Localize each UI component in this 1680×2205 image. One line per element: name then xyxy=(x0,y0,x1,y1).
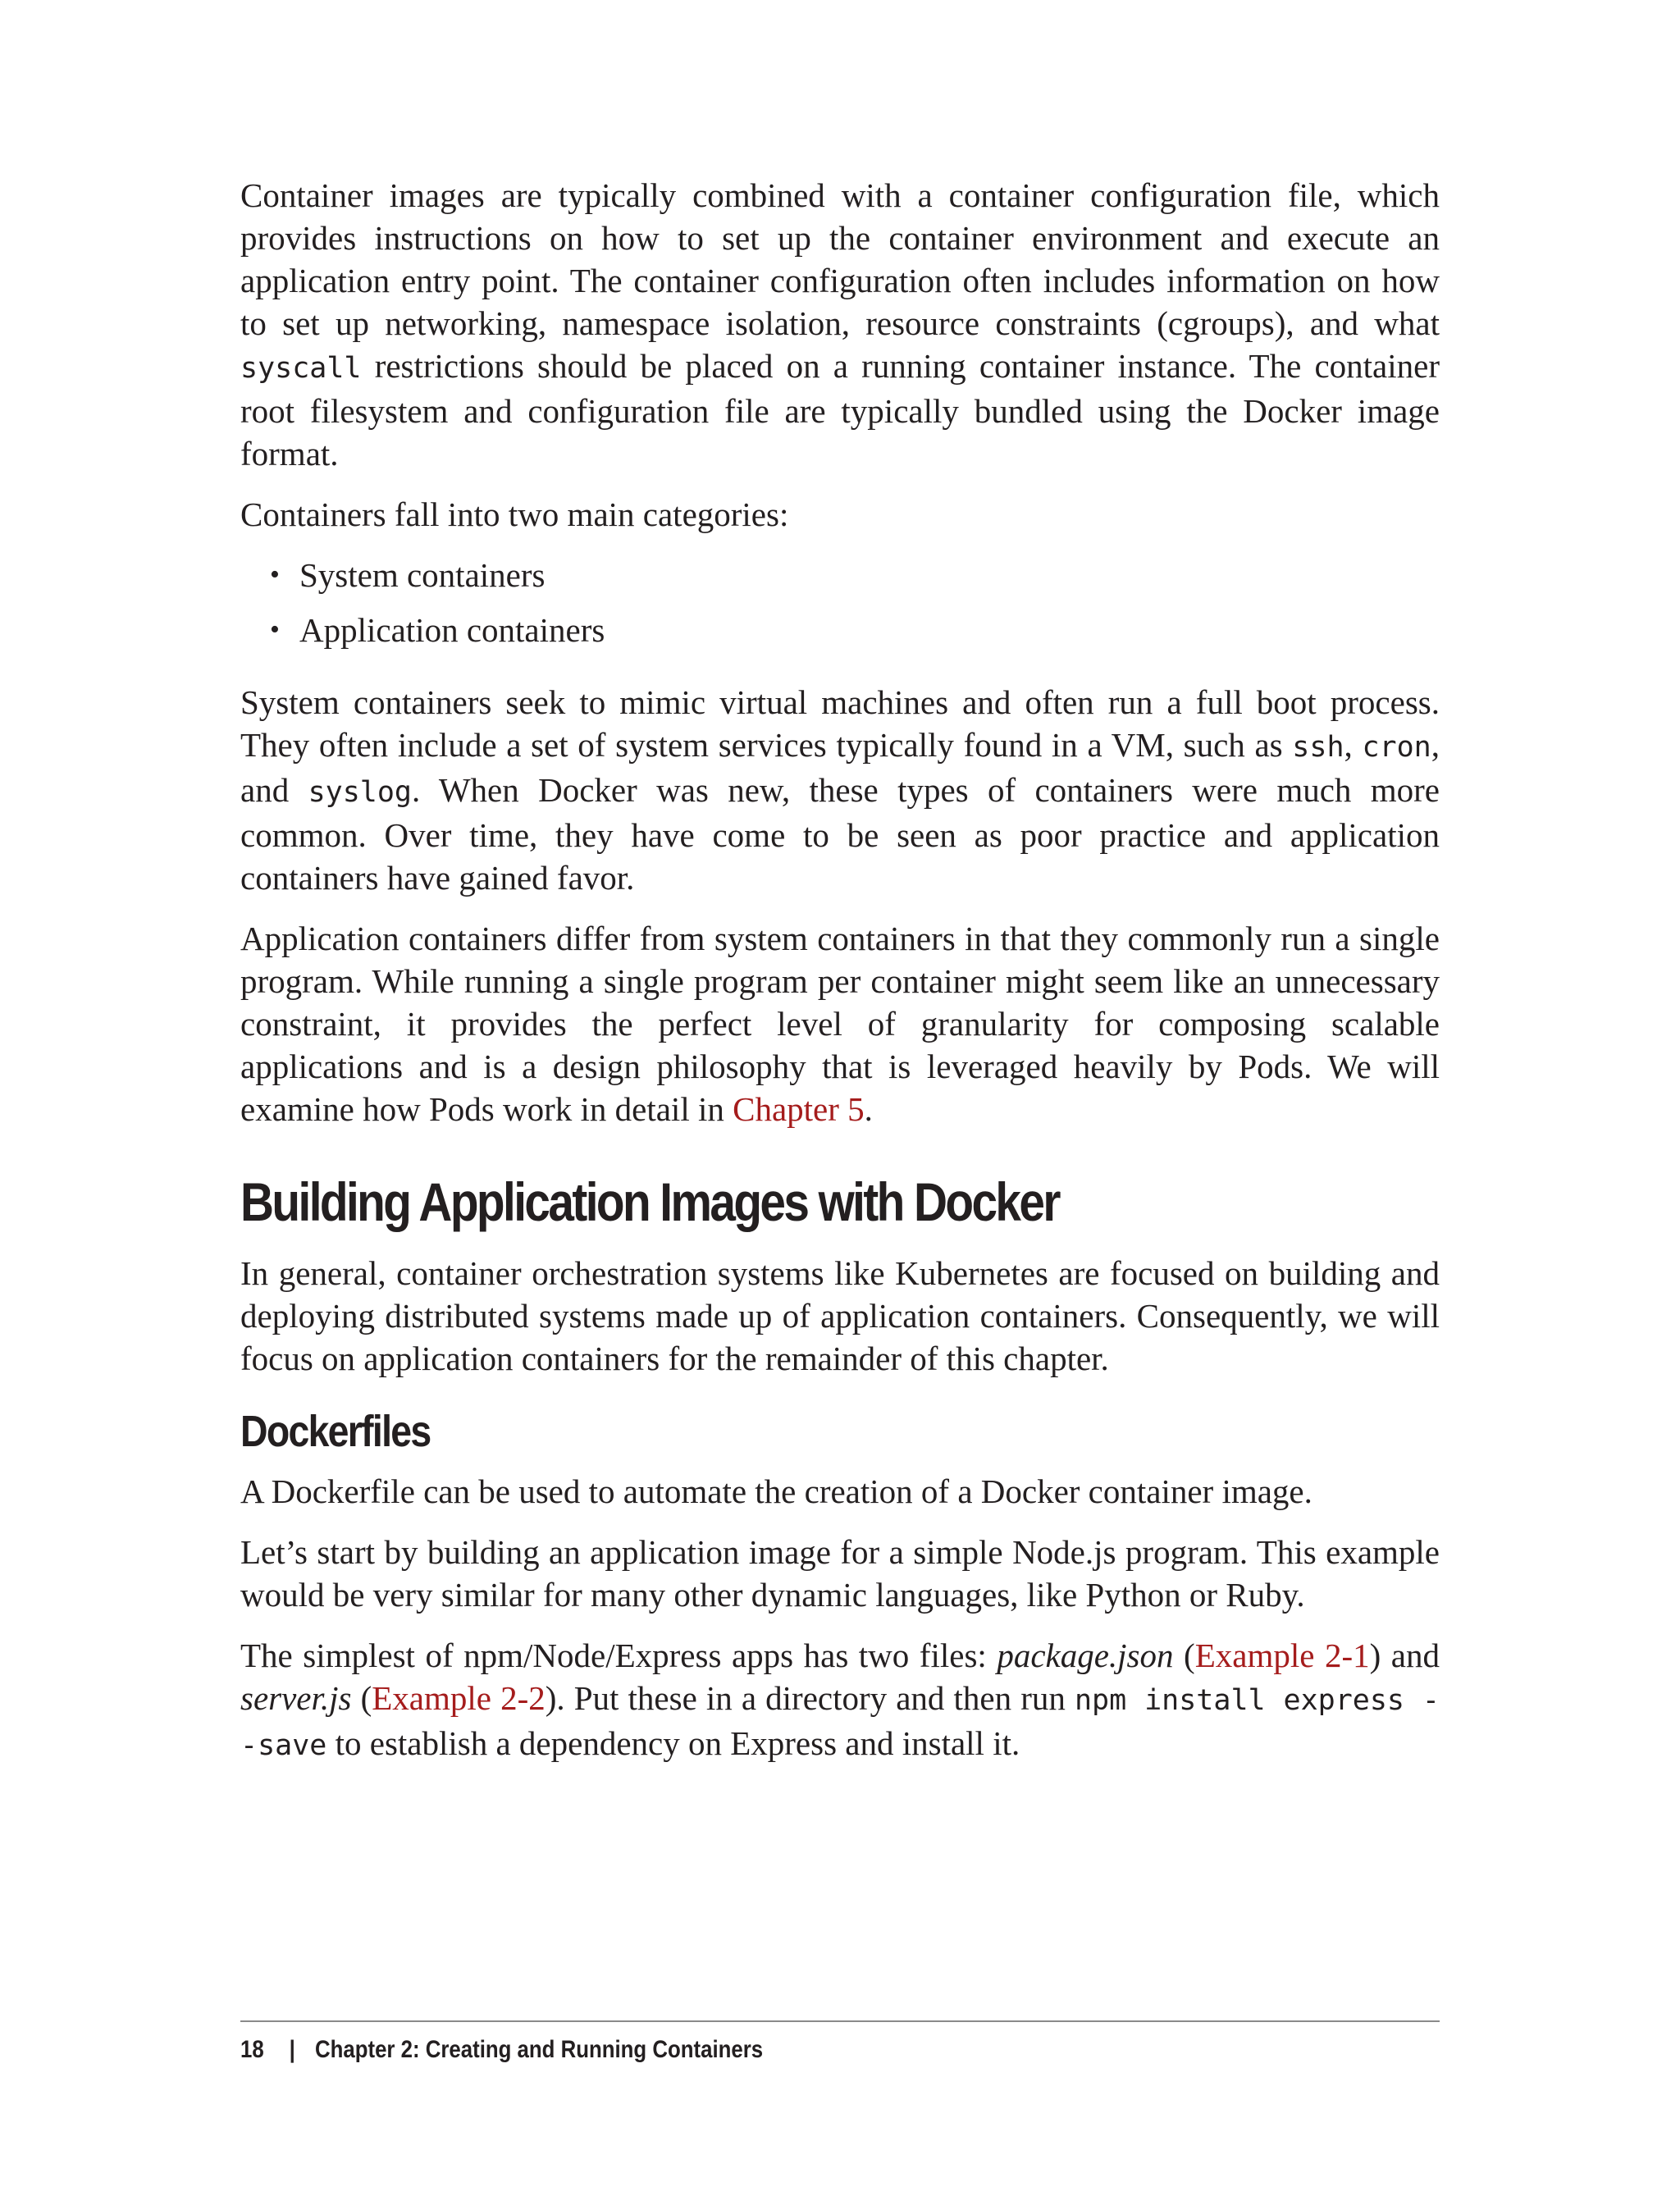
filename-package-json: package.json xyxy=(997,1637,1174,1674)
code-cron: cron xyxy=(1362,731,1431,764)
code-npm-install: npm install express --save xyxy=(240,1684,1440,1762)
bullet-icon: • xyxy=(270,559,280,590)
running-chapter-title: Chapter 2: Creating and Running Containers xyxy=(314,2036,764,2063)
container-categories-list xyxy=(240,554,1440,651)
filename-server-js: server.js xyxy=(240,1679,352,1717)
link-chapter-5[interactable]: Chapter 5 xyxy=(733,1090,865,1128)
paragraph-dockerfile-intro: A Dockerfile can be used to automate the creation of a Docker container image. xyxy=(240,1472,1312,1510)
paragraph-express-files: The simplest of npm/Node/Express apps has two files: package.json (Example 2-1) and server.js (Example 2-2). Put these in a directory and then run npm install express --save to establish a dependency on Express and install it. xyxy=(240,1637,1440,1762)
paragraph-system-containers: System containers seek to mimic virtual machines and often run a full boot process. They often include a set of system services typically found in a VM, such as ssh, cron, and syslog. When Docker was new, these types of containers were much more common. Over time, they have come to be seen as poor practice and application containers have gained favor. xyxy=(240,683,1440,897)
paragraph-application-containers: Application containers differ from system containers in that they commonly run a single program. While running a single program per container might seem like an unnecessary constraint, it provides the perfect level of granularity for composing scalable applications and is a design philosophy that is leveraged heavily by Pods. We will examine how Pods work in detail in Chapter 5. xyxy=(240,920,1440,1128)
paragraph-container-config: Container images are typically combined with a container configuration file, which provides instructions on how to set up the container environment and execute an application entry point. The container configuration often includes information on how to set up networking, namespace isolation, resource constraints (cgroups), and what syscall restrictions should be placed on a running container instance. The container root filesystem and configuration file are typically bundled using the Docker image format. xyxy=(240,176,1440,472)
code-syslog: syslog xyxy=(308,776,412,809)
code-ssh: ssh xyxy=(1292,731,1344,764)
footer-separator: | xyxy=(289,2036,295,2063)
paragraph-nodejs-example: Let’s start by building an application image for a simple Node.js program. This example would be very similar for many other dynamic languages, like Python or Ruby. xyxy=(240,1533,1440,1614)
footer-divider xyxy=(240,2020,1440,2022)
link-example-2-1[interactable]: Example 2-1 xyxy=(1194,1637,1370,1674)
page-number: 18 xyxy=(240,2036,264,2063)
link-example-2-2[interactable]: Example 2-2 xyxy=(372,1679,546,1717)
list-item: • System containers xyxy=(240,554,1440,596)
section-heading: Building Application Images with Docker xyxy=(240,1171,1059,1232)
paragraph-categories-intro: Containers fall into two main categories: xyxy=(240,495,789,533)
subsection-heading: Dockerfiles xyxy=(240,1407,431,1456)
bullet-icon: • xyxy=(270,614,280,645)
page-content xyxy=(240,174,1440,1785)
code-syscall: syscall xyxy=(240,352,362,385)
page-footer xyxy=(240,2029,763,2070)
paragraph-orchestration: In general, container orchestration systems like Kubernetes are focused on building and deploying distributed systems made up of application containers. Consequently, we will focus on application containers for the remainder of this chapter. xyxy=(240,1254,1440,1377)
list-item: • Application containers xyxy=(240,609,1440,651)
